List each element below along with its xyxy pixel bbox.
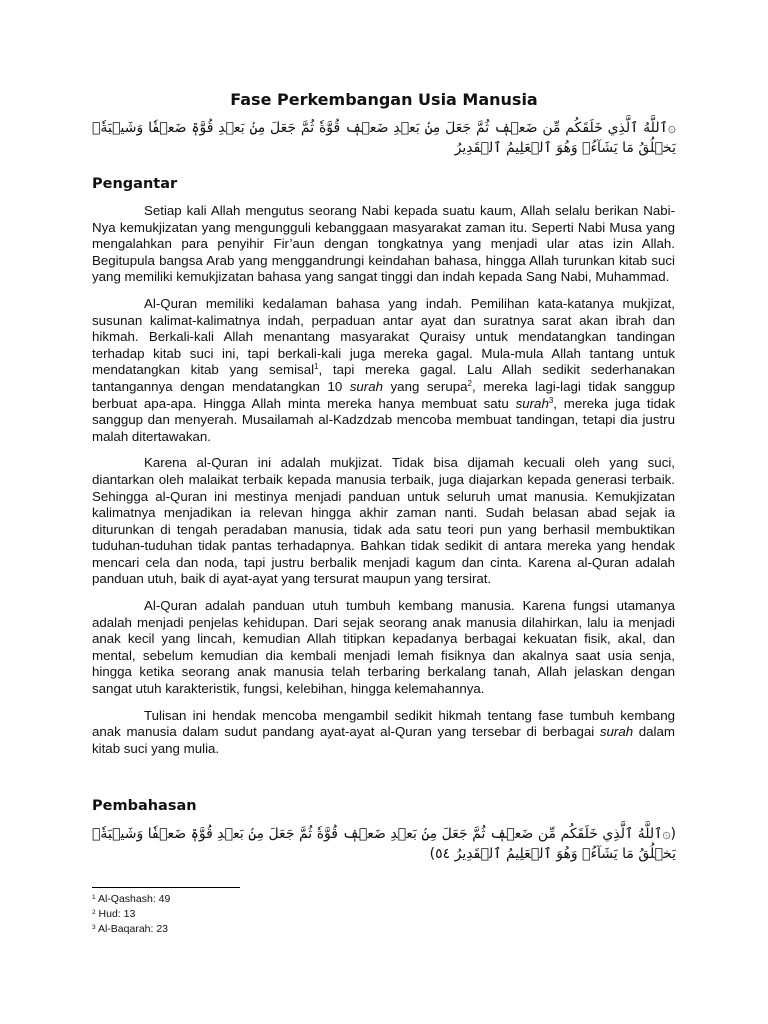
footnote-ref: 1 xyxy=(314,362,319,372)
arabic-verse: ۞ٱللَّهُ ٱلَّذِي خَلَقَكُم مِّن ضَعۡفٖ ثُمَّ جَعَلَ مِنۢ بَعۡدِ ضَعۡفٖ قُوَّةٗ ثُمَّ جَعَلَ مِنۢ بَعۡدِ قُوَّةٖ ضَعۡفٗا وَشَيۡبَةٗۚ يَخۡلُقُ مَا يَشَآءُۚ وَهُوَ ٱلۡعَلِيمُ ٱلۡقَدِيرُ xyxy=(92,120,676,156)
section-heading-discussion: Pembahasan xyxy=(92,798,197,814)
paragraph-1: Setiap kali Allah mengutus seorang Nabi kepada suatu kaum, Allah selalu berikan Nabi-Nya kemukjizatan yang mengungguli kebanggaan masyarakat zaman itu. Seperti Nabi Musa yang mengalahkan para penyihir Fir’aun dengan tongkatnya yang menjadi ular atas izin Allah. Begitupula bangsa Arab yang menggandrungi keindahan bahasa, hingga Allah turunkan kitab suci yang memiliki kemukjizatan bahasa yang sangat tinggi dan indah kepada Sang Nabi, Muhammad. xyxy=(92,203,675,285)
footnotes xyxy=(92,892,170,937)
section-heading-intro: Pengantar xyxy=(92,176,178,192)
footnote-ref: 2 xyxy=(467,378,472,388)
footnote-item: $^3$ Al-Baqarah: 23 xyxy=(92,923,169,935)
arabic-verse-discussion: (۞ٱللَّهُ ٱلَّذِي خَلَقَكُم مِّن ضَعۡفٖ ثُمَّ جَعَلَ مِنۢ بَعۡدِ ضَعۡفٖ قُوَّةٗ ثُمَّ جَعَلَ مِنۢ بَعۡدِ قُوَّةٖ ضَعۡفٗا وَشَيۡبَةٗۚ يَخۡلُقُ مَا يَشَآءُۚ وَهُوَ ٱلۡعَلِيمُ ٱلۡقَدِيرُ ٥٤) xyxy=(92,826,676,862)
paragraph-2: Al-Quran memiliki kedalaman bahasa yang indah. Pemilihan kata-katanya mukjizat, susunan kalimat-kalimatnya indah, perpaduan antar ayat dan suratnya sarat akan ibrah dan hikmah. Berkali-kali Allah menantang masyarakat Quraisy untuk mendatangkan tandingan terhadap kitab suci ini, tapi berkali-kali juga mereka gagal. Mula-mula Allah tantang untuk mendatangkan kitab yang semisal$^1$, tapi mereka gagal. Lalu Allah sedikit sederhanakan tantangannya dengan mendatangkan 10 surah yang serupa$^2$, mereka lagi-lagi tidak sanggup berbuat apa-apa. Hingga Allah minta mereka hanya membuat satu surah$^3$, mereka juga tidak sanggup dan menyerah. Musailamah al-Kadzdzab mencoba membuat tandingan, tetapi dia justru malah ditertawakan. xyxy=(92,295,676,444)
paragraph-4: Al-Quran adalah panduan utuh tumbuh kembang manusia. Karena fungsi utamanya adalah menjadi penjelas kehidupan. Dari sejak seorang anak manusia dilahirkan, lalu ia menjadi anak kecil yang lincah, kemudian Allah titipkan kepadanya berbagai kekuatan fisik, akal, dan mental, sebelum kemudian dia kembali menjadi lemah fisiknya dan akalnya saat usia senja, hingga ketika seorang anak manusia telah terbaring berkalang tanah, Allah jelaskan dengan sangat utuh karakteristik, fungsi, kelebihan, hingga kelemahannya. xyxy=(92,598,675,697)
footnote-item: $^1$ Al-Qashash: 49 xyxy=(92,893,171,905)
paragraph-3: Karena al-Quran ini adalah mukjizat. Tidak bisa dijamah kecuali oleh yang suci, diantarkan oleh malaikat terbaik kepada manusia terbaik, juga diajarkan kepada generasi terbaik. Sehingga al-Quran ini mestinya menjadi panduan untuk seluruh umat manusia. Kemukjizatan kalimatnya menjadikan ia relevan hingga akhir zaman nanti. Sudah belasan abad sejak ia diturunkan di tengah peradaban manusia, tidak ada satu teori pun yang berhasil membuktikan tuduhan-tuduhan tidak pantas terhadapnya. Bahkan tidak sedikit di antara mereka yang hendak mencari cela dan noda, tapi justru berbalik menjadi kagum dan cinta. Karena al-Quran adalah panduan utuh, baik di ayat-ayat yang tersurat maupun yang tersirat. xyxy=(92,455,675,587)
footnote-item: $^2$ Hud: 13 xyxy=(92,908,136,920)
document-title: Fase Perkembangan Usia Manusia xyxy=(230,90,538,109)
footnote-ref: 3 xyxy=(548,395,554,405)
paragraph-5: Tulisan ini hendak mencoba mengambil sedikit hikmah tentang fase tumbuh kembang anak manusia dalam sudut pandang ayat-ayat al-Quran yang tersebar di berbagai surah dalam kitab suci yang mulia. xyxy=(92,707,675,756)
intro-body xyxy=(92,203,675,767)
footnote-divider xyxy=(92,887,240,888)
